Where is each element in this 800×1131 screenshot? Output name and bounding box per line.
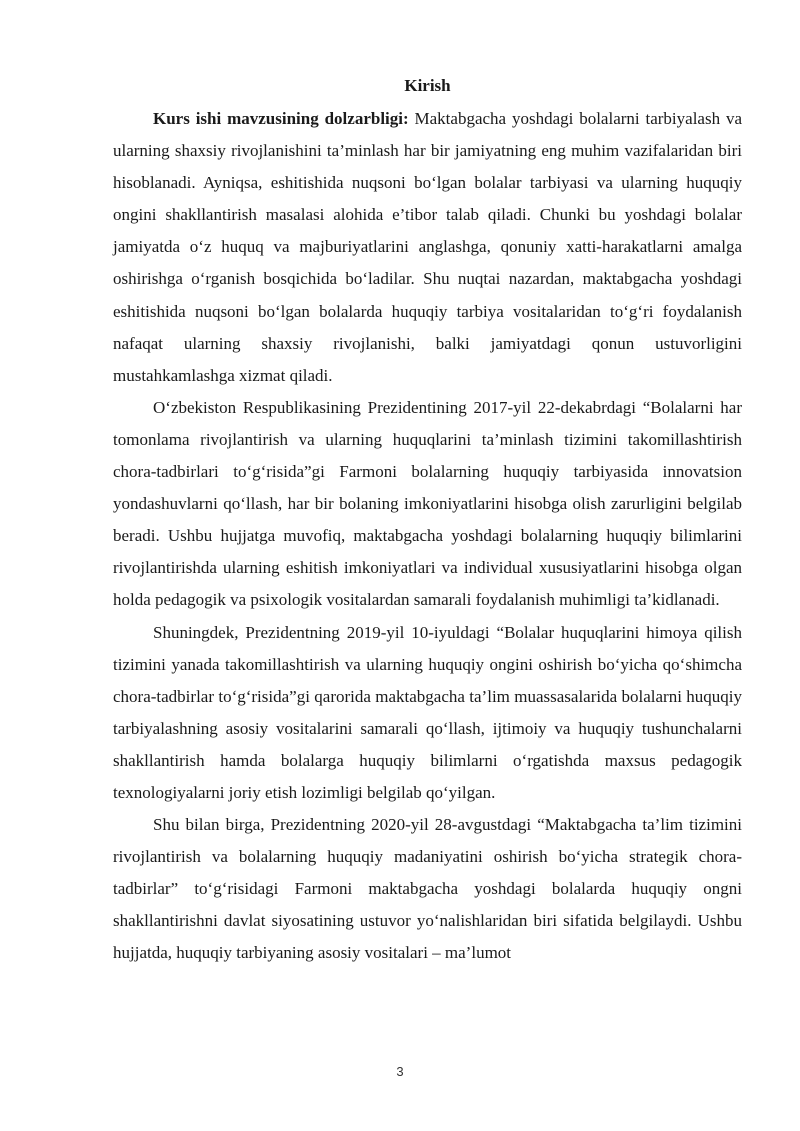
paragraph-resolution-2019: Shuningdek, Prezidentning 2019-yil 10-iyuldagi “Bolalar huquqlarini himoya qilish tizimini yanada takomillashtirish va ularning huquqiy ongini oshirish bo‘yicha qo‘shimcha chora-tadbirlar to‘g‘risida”gi qarorida maktabgacha ta’lim muassasalarida bolalarni huquqiy tarbiyalashning asosiy vositalarini samarali qo‘llash, ijtimoiy va huquqiy tushunchalarni shakllantirish hamda bolalarga huquqiy bilimlarni o‘rgatishda maxsus pedagogik texnologiyalarni joriy etish lozimligi belgilab qo‘yilgan. [113, 622, 742, 802]
paragraph-decree-2020: Shu bilan birga, Prezidentning 2020-yil 28-avgustdagi “Maktabgacha ta’lim tizimini rivojlantirish va bolalarning huquqiy madaniyatini oshirish bo‘yicha strategik chora-tadbirlar” to‘g‘risidagi Farmoni maktabgacha yoshdagi bolalarda huquqiy ongni shakllantirishni davlat siyosatining ustuvor yo‘nalishlaridan biri sifatida belgilaydi. Ushbu hujjatda, huquqiy tarbiyaning asosiy vositalari – ma’lumot [113, 815, 742, 963]
paragraph-lead: Kurs ishi mavzusining dolzarbligi: [153, 109, 409, 128]
paragraph-decree-2017: O‘zbekiston Respublikasining Prezidentining 2017-yil 22-dekabrdagi “Bolalarni har tomonlama rivojlantirish va ularning huquqlarini ta’minlash tizimini takomillashtirish chora-tadbirlari to‘g‘risida”gi Farmoni bolalarning huquqiy tarbiyasida innovatsion yondashuvlarni qo‘llash, har bir bolaning imkoniyatlarini hisobga olish zarurligini belgilab beradi. Ushbu hujjatga muvofiq, maktabgacha yoshdagi bolalarning huquqiy bilimlarini rivojlantirishda ularning eshitish imkoniyatlari va individual xususiyatlarini hisobga olgan holda pedagogik va psixologik vositalardan samarali foydalanish muhimligi ta’kidlanadi. [113, 397, 742, 610]
page-number: 3 [396, 1064, 404, 1079]
document-page [113, 76, 742, 970]
section-title: Kirish [404, 76, 451, 95]
paragraph-relevance [113, 103, 742, 392]
paragraph-text: Maktabgacha yoshdagi bolalarni tarbiyalash va ularning shaxsiy rivojlanishini ta’minlash har bir jamiyatning eng muhim vazifalaridan biri hisoblanadi. Ayniqsa, eshitishida nuqsoni bo‘lgan bolalar tarbiyasi va ularning huquqiy ongini shakllantirish masalasi alohida e’tibor talab qiladi. Chunki bu yoshdagi bolalar jamiyatda o‘z huquq va majburiyatlarini anglashga, qonuniy xatti-harakatlarni amalga oshirishga o‘rganish bosqichida bo‘ladilar. Shu nuqtai nazardan, maktabgacha yoshdagi eshitishida nuqsoni bo‘lgan bolalarda huquqiy tarbiya vositalaridan to‘g‘ri foydalanish nafaqat ularning shaxsiy rivojlanishi, balki jamiyatdagi qonun ustuvorligini mustahkamlashga xizmat qiladi. [113, 109, 743, 385]
